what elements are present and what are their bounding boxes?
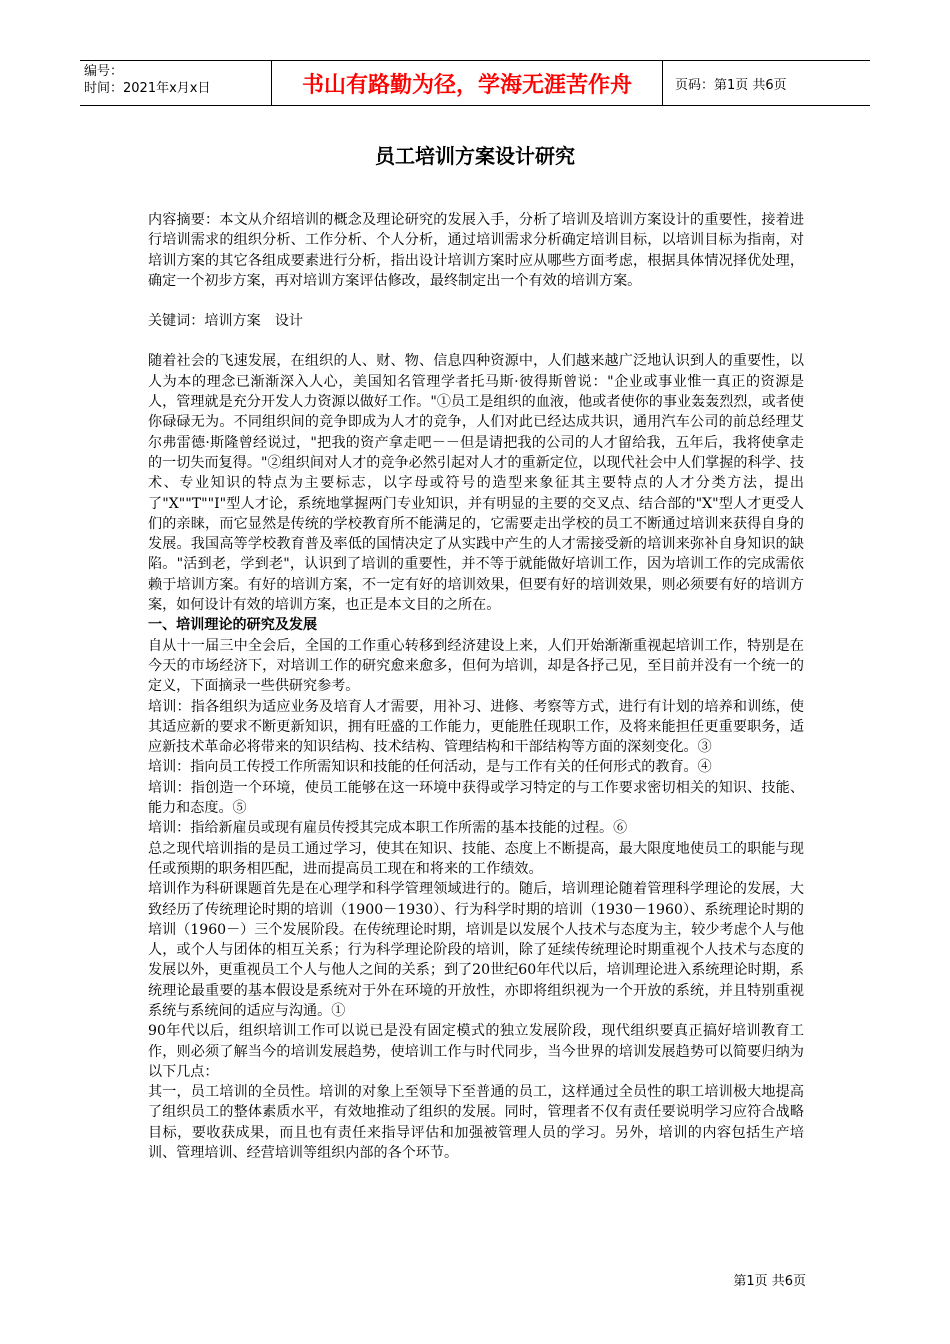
- body-paragraph: 培训：指各组织为适应业务及培育人才需要，用补习、进修、考察等方式，进行有计划的培养和训练，使其适应新的要求不断更新知识，拥有旺盛的工作能力，更能胜任现职工作，及将来能担任更重要职务，适应新技术革命必将带来的知识结构、技术结构、管理结构和干部结构等方面的深刻变化。③: [148, 698, 804, 756]
- body-paragraph: 其一，员工培训的全员性。培训的对象上至领导下至普通的员工，这样通过全员性的职工培训极大地提高了组织员工的整体素质水平，有效地推动了组织的发展。同时，管理者不仅有责任要说明学习应符合战略目标，要收获成果，而且也有责任来指导评估和加强被管理人员的学习。另外，培训的内容包括生产培训、管理培训、经营培训等组织内部的各个环节。: [148, 1084, 804, 1162]
- keywords-line: 关键词：培训方案 设计: [148, 313, 304, 330]
- page-footer: 第1页 共6页: [733, 1274, 806, 1289]
- document-time-label: 时间：2021年x月x日: [84, 81, 211, 96]
- document-number-label: 编号：: [84, 64, 124, 79]
- body-paragraph: 培训：指给新雇员或现有雇员传授其完成本职工作所需的基本技能的过程。⑥: [148, 820, 628, 837]
- document-title: 员工培训方案设计研究: [375, 144, 575, 168]
- abstract-paragraph: 内容摘要：本文从介绍培训的概念及理论研究的发展入手，分析了培训及培训方案设计的重要性，接着进行培训需求的组织分析、工作分析、个人分析，通过培训需求分析确定培训目标，以培训目标为指南，对培训方案的其它各组成要素进行分析，指出设计培训方案时应从哪些方面考虑，根据具体情况择优处理，确定一个初步方案，再对培训方案评估修改，最终制定出一个有效的培训方案。: [148, 212, 804, 289]
- body-paragraph: 自从十一届三中全会后，全国的工作重心转移到经济建设上来，人们开始渐渐重视起培训工作，特别是在今天的市场经济下，对培训工作的研究愈来愈多，但何为培训，却是各抒己见，至目前并没有一个统一的定义，下面摘录一些供研究参考。: [148, 637, 804, 695]
- body-paragraph: 培训作为科研课题首先是在心理学和科学管理领域进行的。随后，培训理论随着管理科学理论的发展，大致经历了传统理论时期的培训（1900－1930）、行为科学时期的培训（1930－1960）、系统理论时期的培训（1960－）三个发展阶段。在传统理论时期，培训是以发展个人技术与态度为主，较少考虑个人与他人，或个人与团体的相互关系；行为科学理论阶段的培训，除了延续传统理论时期重视个人技术与态度的发展以外，更重视员工个人与他人之间的关系；到了20世纪60年代以后，培训理论进入系统理论时期，系统理论最重要的基本假设是系统对于外在环境的开放性，亦即将组织视为一个开放的系统，并且特别重视系统与系统间的适应与沟通。①: [148, 881, 804, 1019]
- page-header: [80, 60, 870, 106]
- header-meta: [80, 61, 272, 105]
- body-paragraph: 培训：指创造一个环境，使员工能够在这一环境中获得或学习特定的与工作要求密切相关的知识、技能、能力和态度。⑤: [148, 779, 804, 817]
- body-paragraph: 总之现代培训指的是员工通过学习，使其在知识、技能、态度上不断提高，最大限度地使员工的职能与现任或预期的职务相匹配，进而提高员工现在和将来的工作绩效。: [148, 840, 804, 877]
- intro-paragraph: 随着社会的飞速发展，在组织的人、财、物、信息四种资源中，人们越来越广泛地认识到人的重要性，以人为本的理念已渐渐深入人心，美国知名管理学者托马斯·彼得斯曾说："企业或事业惟一真正的资源是人，管理就是充分开发人力资源以做好工作。"①员工是组织的血液，他或者使你的事业轰轰烈烈，或者使你碌碌无为。不同组织间的竞争即成为人才的竞争，人们对此已经达成共识，通用汽车公司的前总经理艾尔弗雷德·斯隆曾经说过，"把我的资产拿走吧－－但是请把我的公司的人才留给我，五年后，我将使拿走的一切失而复得。"②组织间对人才的竞争必然引起对人才的重新定位，以现代社会中人们掌握的科学、技术、专业知识的特点为主要标志，以字母或符号的造型来象征其主要特点的人才分类方法，提出了"X""T""I"型人才论，系统地掌握两门专业知识，并有明显的主要的交叉点、结合部的"X"型人才更受人们的亲睐，而它显然是传统的学校教育所不能满足的，它需要走出学校的员工不断通过培训来获得自身的发展。我国高等学校教育普及率低的国情决定了从实践中产生的人才需接受新的培训来弥补自身知识的缺陷。"活到老，学到老"，认识到了培训的重要性，并不等于就能做好培训工作，因为培训工作的完成需依赖于培训方案。有好的培训方案，不一定有好的培训效果，但要有好的培训效果，则必须要有好的培训方案，如何设计有效的培训方案，也正是本文目的之所在。: [148, 353, 804, 614]
- body-paragraph: 90年代以后，组织培训工作可以说已是没有固定模式的独立发展阶段，现代组织要真正搞好培训教育工作，则必须了解当今的培训发展趋势，使培训工作与时代同步，当今世界的培训发展趋势可以简要归纳为以下几点：: [148, 1023, 804, 1080]
- header-motto: 书山有路勤为径，学海无涯苦作舟: [272, 61, 663, 105]
- document-body: [148, 210, 804, 1163]
- header-page-number: 页码：第1页 共6页: [675, 77, 787, 93]
- body-paragraph: 培训：指向员工传授工作所需知识和技能的任何活动，是与工作有关的任何形式的教育。④: [148, 759, 712, 776]
- section-heading: 一、培训理论的研究及发展: [148, 617, 318, 634]
